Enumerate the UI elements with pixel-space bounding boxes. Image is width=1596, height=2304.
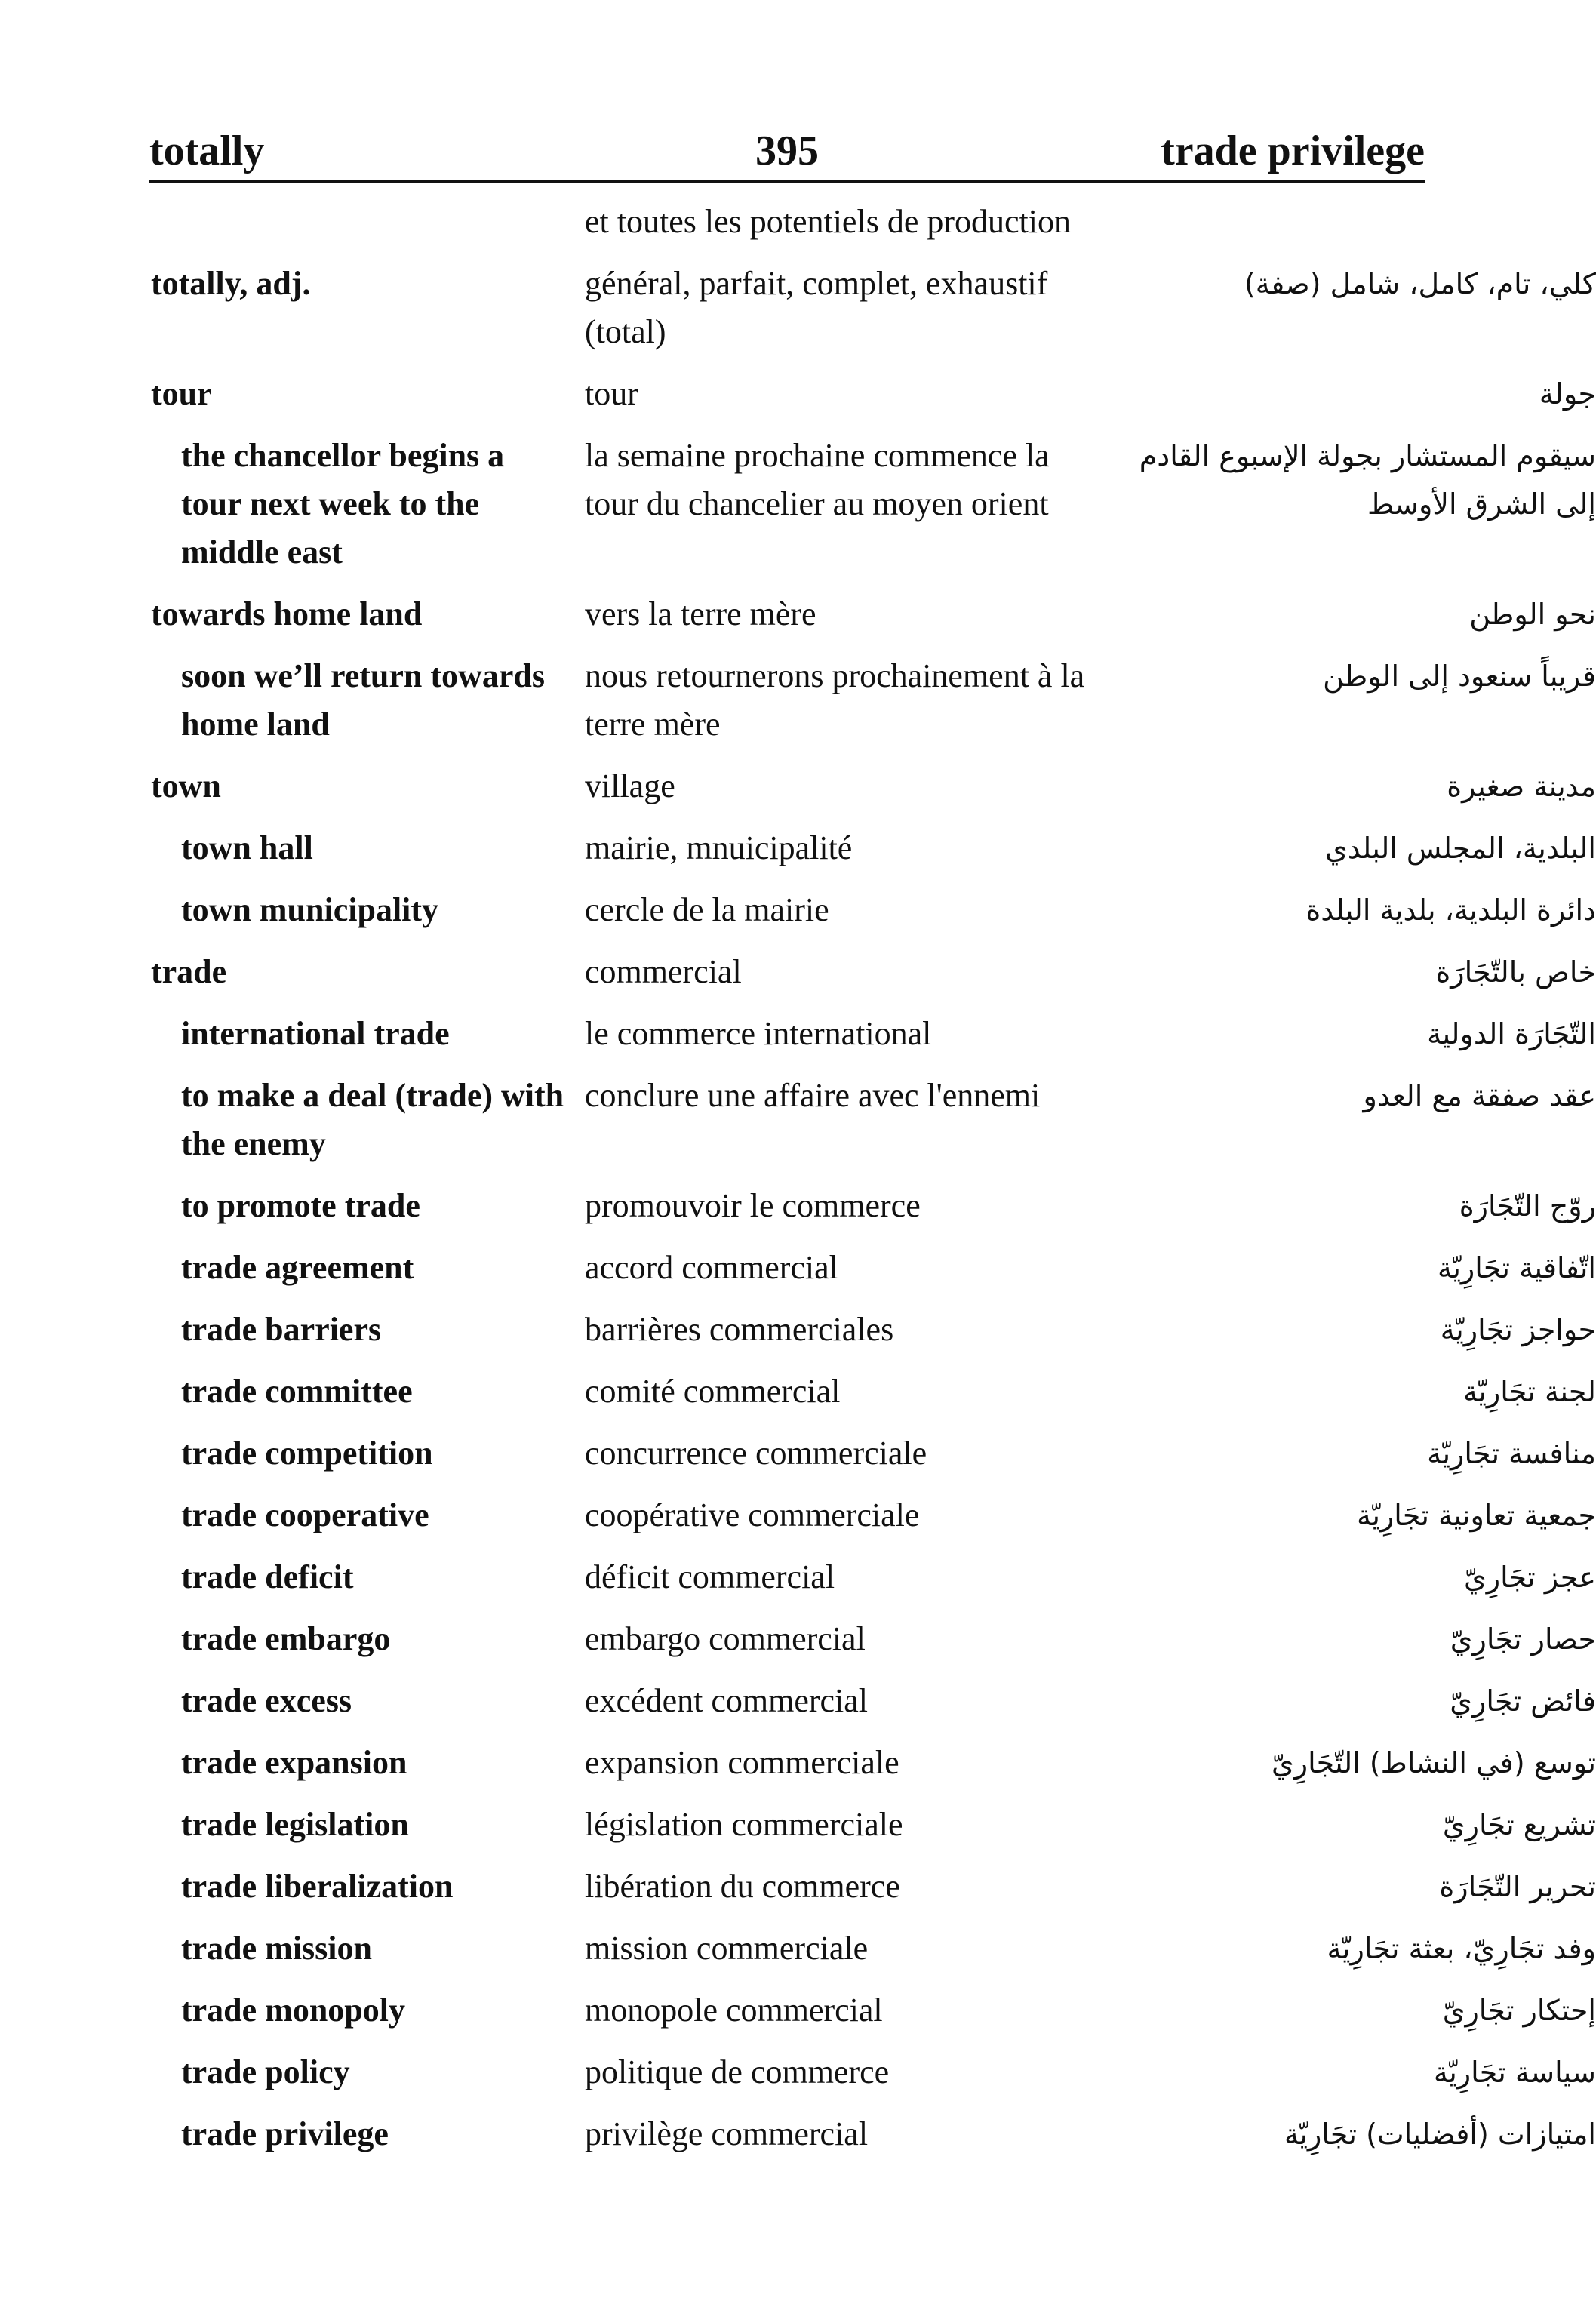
header-last-word: trade privilege [1161,128,1425,174]
page-header [149,121,1425,189]
arabic-translation: مدينة صغيرة [1447,770,1596,803]
sub-entry-row [0,2110,1596,2158]
english-term: trade excess [181,1682,352,1719]
sub-entry-row [0,1010,1596,1058]
sub-entry-row [0,824,1596,872]
sub-entry-row [0,1615,1596,1663]
sub-entry-row [0,1306,1596,1354]
french-translation: politique de commerce [585,2053,890,2090]
arabic-translation [1113,198,1596,246]
french-translation: comité commercial [585,1373,841,1410]
english-term: trade mission [181,1930,372,1967]
english-term: to make a deal (trade) with the enemy [181,1077,564,1162]
entry-row [0,370,1596,418]
sub-entry-row [0,2048,1596,2096]
french-translation: libération du commerce [585,1868,900,1905]
french-translation: cercle de la mairie [585,891,829,928]
english-term: trade embargo [181,1620,391,1657]
sub-entry-row [0,1924,1596,1973]
french-translation: monopole commercial [585,1992,883,2029]
sub-entry-row [0,1244,1596,1292]
french-translation: tour [585,375,638,412]
entry-row [0,948,1596,996]
entry-row [0,198,1545,246]
english-term: trade liberalization [181,1868,454,1905]
english-term: totally, adj. [151,265,311,302]
french-translation: la semaine prochaine commence la tour du chancelier au moyen orient [585,437,1050,522]
english-term: trade committee [181,1373,413,1410]
english-term: trade expansion [181,1744,407,1781]
english-term: trade monopoly [181,1992,405,2029]
sub-entry-row [0,1863,1596,1911]
arabic-translation: عجز تجَارِيّ [1463,1561,1596,1594]
french-translation: coopérative commerciale [585,1497,920,1533]
sub-entry-row [0,886,1596,934]
french-translation: promouvoir le commerce [585,1187,921,1224]
arabic-translation: كلي، تام، كامل، شامل (صفة) [1244,267,1596,300]
arabic-translation: سيقوم المستشار بجولة الإسبوع القادم إلى الشرق الأوسط [1139,439,1596,521]
english-term: trade privilege [181,2115,389,2152]
arabic-translation: سياسة تجَارِيّة [1433,2056,1596,2089]
entry-row [0,762,1596,811]
french-translation: commercial [585,953,742,990]
english-term: town [151,767,221,804]
french-translation: expansion commerciale [585,1744,899,1781]
arabic-translation: امتيازات (أفضليات) تجَارِيّة [1284,2118,1596,2151]
french-translation: vers la terre mère [585,595,816,632]
french-translation: concurrence commerciale [585,1435,927,1472]
french-translation: privilège commercial [585,2115,869,2152]
english-term: soon we’ll return towards home land [181,657,545,743]
sub-entry-row [0,1677,1596,1725]
sub-entry-row [0,1072,1596,1168]
arabic-translation: قريباً سنعود إلى الوطن [1323,660,1596,693]
entry-list [0,198,1596,2172]
arabic-translation: حواجز تجَارِيّة [1440,1313,1596,1346]
english-term: trade competition [181,1435,433,1472]
header-rule [149,180,1425,183]
english-term: the chancellor begins a tour next week to the middle east [181,437,505,571]
french-translation: général, parfait, complet, exhaustif (total) [585,265,1048,350]
sub-entry-row [0,1553,1596,1601]
french-translation: et toutes les potentiels de production [585,203,1071,240]
page-number: 395 [755,128,819,174]
french-translation: excédent commercial [585,1682,869,1719]
arabic-translation: تحرير التّجَارَة [1439,1870,1596,1903]
arabic-translation: دائرة البلدية، بلدية البلدة [1305,894,1596,927]
sub-entry-row [0,652,1596,749]
arabic-translation: حصار تجَارِيّ [1450,1623,1596,1656]
french-translation: conclure une affaire avec l'ennemi [585,1077,1041,1114]
arabic-translation: جمعية تعاونية تجَارِيّة [1356,1499,1596,1532]
sub-entry-row [0,1429,1596,1478]
arabic-translation: نحو الوطن [1469,598,1596,631]
entry-row [0,260,1596,356]
english-term: to promote trade [181,1187,420,1224]
english-term: trade agreement [181,1249,414,1286]
english-term: tour [151,375,212,412]
french-translation: mairie, mnuicipalité [585,829,853,866]
sub-entry-row [0,1367,1596,1416]
french-translation: déficit commercial [585,1558,835,1595]
sub-entry-row [0,432,1596,577]
entry-row [0,590,1596,638]
french-translation: village [585,767,675,804]
sub-entry-row [0,1986,1596,2035]
french-translation: législation commerciale [585,1806,903,1843]
english-term: trade [151,953,227,990]
arabic-translation: عقد صفقة مع العدو [1363,1079,1596,1112]
english-term: town hall [181,829,313,866]
english-term: trade cooperative [181,1497,429,1533]
french-translation: accord commercial [585,1249,838,1286]
arabic-translation: إحتكار تجَارِيّ [1442,1994,1596,2027]
english-term: trade policy [181,2053,350,2090]
french-translation: barrières commerciales [585,1311,894,1348]
french-translation: mission commerciale [585,1930,869,1967]
english-term: international trade [181,1015,450,1052]
english-term: town municipality [181,891,439,928]
arabic-translation: وفد تجَارِيّ، بعثة تجَارِيّة [1327,1932,1596,1965]
sub-entry-row [0,1491,1596,1540]
english-term: trade legislation [181,1806,409,1843]
english-term: trade barriers [181,1311,382,1348]
sub-entry-row [0,1182,1596,1230]
arabic-translation: لجنة تجَارِيّة [1462,1375,1596,1408]
arabic-translation: توسع (في النشاط) التّجَارِيّ [1271,1746,1596,1780]
arabic-translation: جولة [1539,377,1596,411]
sub-entry-row [0,1801,1596,1849]
french-translation: embargo commercial [585,1620,866,1657]
french-translation: le commerce international [585,1015,932,1052]
arabic-translation: البلدية، المجلس البلدي [1324,832,1596,865]
arabic-translation: منافسة تجَارِيّة [1427,1437,1596,1470]
arabic-translation: خاص بالتّجَارَة [1435,955,1596,989]
french-translation: nous retournerons prochainement à la terre mère [585,657,1085,743]
english-term: towards home land [151,595,423,632]
arabic-translation: التّجَارَة الدولية [1427,1017,1596,1050]
arabic-translation: تشريع تجَارِيّ [1442,1808,1596,1841]
arabic-translation: فائض تجَارِيّ [1450,1684,1596,1718]
arabic-translation: اتّفاقية تجَارِيّة [1437,1251,1596,1284]
english-term: trade deficit [181,1558,354,1595]
header-first-word: totally [149,128,265,174]
sub-entry-row [0,1739,1596,1787]
arabic-translation: روّج التّجَارَة [1459,1189,1596,1223]
